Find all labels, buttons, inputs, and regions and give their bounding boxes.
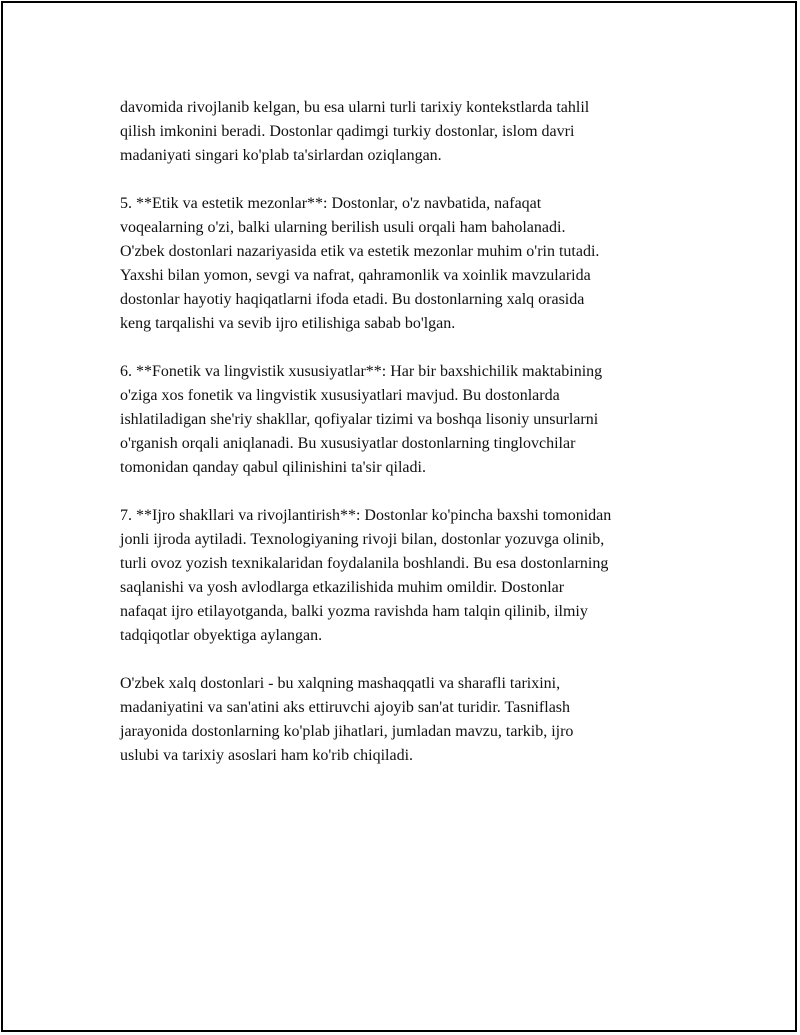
text-line: tomonidan qanday qabul qilinishini ta'sir qiladi. [120, 459, 426, 476]
paragraph-etik-estetik [120, 192, 690, 336]
text-line: davomida rivojlanib kelgan, bu esa ularni turli tarixiy kontekstlarda tahlil [120, 99, 590, 116]
paragraph-fonetik-lingvistik [120, 360, 690, 480]
text-line: o'rganish orqali aniqlanadi. Bu xususiyatlar dostonlarning tinglovchilar [120, 435, 576, 452]
text-line: jarayonida dostonlarning ko'plab jihatlari, jumladan mavzu, tarkib, ijro [120, 723, 574, 740]
text-line: O'zbek xalq dostonlari - bu xalqning mashaqqatli va sharafli tarixini, [120, 675, 561, 692]
text-line: dostonlar hayotiy haqiqatlarni ifoda etadi. Bu dostonlarning xalq orasida [120, 291, 585, 308]
text-line: madaniyati singari ko'plab ta'sirlardan oziqlangan. [120, 147, 442, 164]
text-line: voqealarning o'zi, balki ularning berilish usuli orqali ham baholanadi. [120, 219, 566, 236]
text-line: qilish imkonini beradi. Dostonlar qadimgi turkiy dostonlar, islom davri [120, 123, 575, 140]
text-line: ishlatiladigan she'riy shakllar, qofiyalar tizimi va boshqa lisoniy unsurlarni [120, 411, 599, 428]
text-line: tadqiqotlar obyektiga aylangan. [120, 627, 323, 644]
paragraph-intro-continuation [120, 96, 690, 168]
text-line: uslubi va tarixiy asoslari ham ko'rib chiqiladi. [120, 747, 414, 764]
text-line: o'ziga xos fonetik va lingvistik xususiyatlari mavjud. Bu dostonlarda [120, 387, 560, 404]
text-line: 7. **Ijro shakllari va rivojlantirish**: Dostonlar ko'pincha baxshi tomonidan [120, 507, 612, 524]
paragraph-ijro-shakllari [120, 504, 690, 648]
text-line: jonli ijroda aytiladi. Texnologiyaning rivoji bilan, dostonlar yozuvga olinib, [120, 531, 605, 548]
document-body [120, 96, 690, 792]
document-page [1, 1, 797, 1032]
text-line: nafaqat ijro etilayotganda, balki yozma ravishda ham talqin qilinib, ilmiy [120, 603, 588, 620]
text-line: keng tarqalishi va sevib ijro etilishiga sabab bo'lgan. [120, 315, 456, 332]
text-line: 5. **Etik va estetik mezonlar**: Dostonlar, o'z navbatida, nafaqat [120, 195, 542, 212]
text-line: Yaxshi bilan yomon, sevgi va nafrat, qahramonlik va xoinlik mavzularida [120, 267, 591, 284]
text-line: 6. **Fonetik va lingvistik xususiyatlar**: Har bir baxshichilik maktabining [120, 363, 603, 380]
text-line: saqlanishi va yosh avlodlarga etkazilishida muhim omildir. Dostonlar [120, 579, 565, 596]
text-line: turli ovoz yozish texnikalaridan foydalanila boshlandi. Bu esa dostonlarning [120, 555, 609, 572]
text-line: O'zbek dostonlari nazariyasida etik va estetik mezonlar muhim o'rin tutadi. [120, 243, 600, 260]
paragraph-conclusion [120, 672, 690, 768]
text-line: madaniyatini va san'atini aks ettiruvchi ajoyib san'at turidir. Tasniflash [120, 699, 571, 716]
